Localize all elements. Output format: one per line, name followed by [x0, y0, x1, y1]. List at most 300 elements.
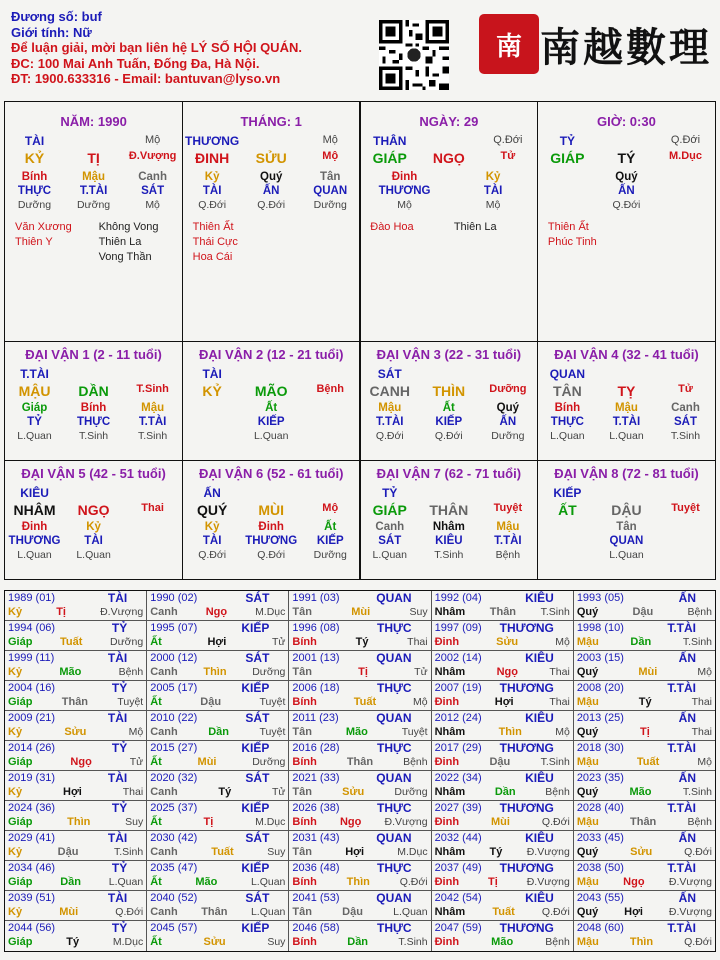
year-phase: L.Quan — [250, 906, 286, 918]
pillar-phase-top: Q.Đới — [670, 133, 701, 146]
year-god: KIẾP — [241, 801, 270, 815]
year-god: KIÊU — [525, 591, 554, 605]
year-cell[interactable] — [147, 891, 289, 921]
hidden-stem-phase: L.Quan — [609, 429, 644, 442]
year-cell[interactable] — [432, 741, 574, 771]
pillar-title: NĂM: 1990 — [60, 113, 127, 129]
spacer — [123, 520, 182, 562]
year-god: TỶ — [111, 681, 128, 695]
year-bottom — [150, 905, 285, 919]
year-stem: Tân — [292, 846, 312, 858]
year-cell[interactable] — [574, 891, 715, 921]
star-column — [454, 220, 538, 235]
year-cell[interactable] — [147, 651, 289, 681]
year-cell[interactable] — [147, 681, 289, 711]
year-cell[interactable] — [5, 771, 147, 801]
hidden-stem-phase: L.Quan — [17, 429, 52, 442]
year-stem: Giáp — [8, 876, 33, 888]
year-stem: Giáp — [8, 636, 33, 648]
hidden-stem-name: Kỷ — [204, 520, 220, 533]
year-branch: Mão — [345, 726, 368, 738]
hidden-stem-phase: L.Quan — [76, 548, 111, 561]
year-label: 2001 (13) — [292, 652, 340, 664]
year-branch: Dần — [347, 936, 369, 948]
year-phase: Tuyệt — [259, 726, 286, 738]
year-top — [577, 802, 712, 815]
year-top — [435, 652, 570, 665]
year-phase: Tử — [271, 786, 286, 798]
year-bottom — [435, 635, 570, 649]
dai-van-branch: TỴ — [617, 382, 636, 399]
year-cell[interactable] — [574, 651, 715, 681]
year-cell[interactable] — [5, 891, 147, 921]
year-branch: Mão — [59, 666, 82, 678]
dai-van-god-row — [183, 367, 360, 381]
year-bottom — [577, 755, 712, 769]
year-phase: Dưỡng — [252, 756, 286, 768]
year-god: T.TÀI — [667, 741, 697, 755]
year-branch: Mão — [491, 936, 514, 948]
year-row — [5, 771, 715, 801]
year-god: TÀI — [107, 771, 128, 785]
year-cell[interactable] — [147, 621, 289, 651]
hidden-stem-god: T.TÀI — [612, 415, 641, 428]
year-stem: Ất — [150, 756, 162, 768]
year-god: TÀI — [107, 591, 128, 605]
hidden-stem-name: Kỷ — [86, 520, 101, 533]
year-cell[interactable] — [5, 861, 147, 891]
year-phase: Suy — [409, 606, 428, 618]
year-top — [292, 832, 427, 845]
year-cell[interactable] — [147, 861, 289, 891]
year-cell[interactable] — [289, 861, 431, 891]
year-cell[interactable] — [574, 711, 715, 741]
year-cell[interactable] — [432, 831, 574, 861]
year-cell[interactable] — [432, 891, 574, 921]
year-branch: Ngọ — [70, 756, 92, 768]
star-name: Thiên Y — [15, 235, 53, 248]
year-label: 2026 (38) — [292, 802, 340, 814]
dai-van-hidden-stems — [538, 520, 715, 562]
year-label: 2020 (32) — [150, 772, 198, 784]
year-phase: M.Dục — [112, 936, 144, 948]
year-cell[interactable] — [147, 771, 289, 801]
spacer — [123, 486, 182, 500]
year-bottom — [577, 815, 712, 829]
year-cell[interactable] — [147, 741, 289, 771]
year-cell[interactable] — [5, 591, 147, 621]
year-cell[interactable] — [147, 801, 289, 831]
year-god: THƯƠNG — [499, 921, 554, 935]
year-phase: T.Sinh — [682, 786, 712, 798]
year-bottom — [150, 845, 285, 859]
hidden-stem-0 — [597, 170, 656, 212]
year-stem: Canh — [150, 606, 178, 618]
year-god: KIÊU — [525, 771, 554, 785]
year-cell[interactable] — [574, 681, 715, 711]
year-branch: Tị — [640, 726, 650, 738]
dai-van-2[interactable] — [182, 341, 361, 462]
year-bottom — [292, 725, 427, 739]
year-bottom — [435, 605, 570, 619]
year-cell[interactable] — [574, 771, 715, 801]
year-cell[interactable] — [432, 591, 574, 621]
year-stem: Kỷ — [8, 666, 23, 678]
year-god: ẤN — [678, 891, 697, 905]
pillar-1[interactable] — [182, 101, 361, 343]
dai-van-1[interactable] — [4, 341, 183, 462]
year-label: 1995 (07) — [150, 622, 198, 634]
year-label: 2008 (20) — [576, 682, 624, 694]
year-phase: Q.Đới — [684, 936, 713, 948]
year-cell[interactable] — [5, 621, 147, 651]
dai-van-god: TỶ — [382, 485, 398, 500]
year-phase: Q.Đới — [684, 846, 713, 858]
year-cell[interactable] — [289, 711, 431, 741]
year-branch: Tý — [489, 846, 503, 858]
year-branch: Hợi — [63, 786, 82, 798]
year-god: ẤN — [678, 771, 697, 785]
year-label: 2018 (30) — [576, 742, 624, 754]
year-cell[interactable] — [289, 831, 431, 861]
year-stem: Nhâm — [434, 606, 466, 618]
year-god: THƯƠNG — [499, 741, 554, 755]
hidden-stem-name: Tân — [320, 170, 341, 183]
year-cell[interactable] — [5, 681, 147, 711]
year-phase: Suy — [125, 816, 144, 828]
pillar-phase: Tử — [500, 149, 516, 162]
year-god: T.TÀI — [667, 621, 697, 635]
year-bottom — [292, 695, 427, 709]
year-bottom — [435, 875, 570, 889]
year-branch: Tị — [487, 876, 498, 888]
year-cell[interactable] — [5, 831, 147, 861]
pillar-3[interactable] — [537, 101, 716, 343]
year-cell[interactable] — [147, 831, 289, 861]
dai-van-phase: T.Sinh — [136, 382, 169, 395]
year-god: TỶ — [111, 801, 128, 815]
year-cell[interactable] — [432, 681, 574, 711]
year-top — [435, 622, 570, 635]
spacer — [64, 134, 123, 148]
year-god: ẤN — [678, 591, 697, 605]
year-branch: Mùi — [351, 606, 371, 618]
year-cell[interactable] — [574, 831, 715, 861]
dai-van-kc-row — [183, 383, 360, 399]
year-label: 2000 (12) — [150, 652, 198, 664]
year-stem: Quý — [576, 666, 599, 678]
year-label: 2019 (31) — [8, 772, 56, 784]
year-bottom — [292, 785, 427, 799]
year-cell[interactable] — [5, 921, 147, 951]
year-phase: Thai — [122, 786, 144, 798]
year-phase: Mộ — [697, 756, 712, 768]
year-stem: Mậu — [576, 696, 599, 708]
year-cell[interactable] — [432, 711, 574, 741]
year-cell[interactable] — [289, 921, 431, 951]
year-phase: Tuyệt — [117, 696, 144, 708]
year-top — [8, 592, 143, 605]
hidden-stem-name: Bính — [80, 401, 107, 414]
year-cell[interactable] — [289, 891, 431, 921]
year-god: THƯƠNG — [499, 621, 554, 635]
year-cell[interactable] — [574, 861, 715, 891]
hidden-stem-phase: L.Quan — [372, 548, 407, 561]
hidden-stem-phase: Mộ — [145, 198, 160, 211]
dai-van-title: ĐẠI VẬN 7 (62 - 71 tuổi) — [376, 465, 522, 481]
year-top — [8, 712, 143, 725]
year-cell[interactable] — [147, 591, 289, 621]
hidden-stem-0 — [5, 170, 64, 212]
year-god: TỶ — [111, 861, 128, 875]
pillar-stars — [183, 220, 360, 265]
year-phase: Bệnh — [687, 606, 712, 618]
year-phase: Mộ — [555, 636, 570, 648]
owner-gender: Giới tính: Nữ — [11, 24, 92, 40]
year-top — [150, 712, 285, 725]
dai-van-hidden-stems — [360, 401, 537, 443]
seal-logo — [479, 14, 539, 74]
year-cell[interactable] — [574, 741, 715, 771]
year-label: 2045 (57) — [150, 922, 198, 934]
pillar-0[interactable] — [4, 101, 183, 343]
year-stem: Tân — [292, 666, 312, 678]
dai-van-8[interactable] — [537, 460, 716, 581]
dai-van-4[interactable] — [537, 341, 716, 462]
year-branch: Tị — [358, 666, 368, 678]
year-stem: Kỷ — [8, 906, 23, 918]
year-stem: Quý — [576, 606, 599, 618]
year-stem: Canh — [150, 906, 178, 918]
year-phase: Tuyệt — [401, 726, 428, 738]
year-label: 2023 (35) — [576, 772, 624, 784]
brand-logo: 南越數理 — [540, 24, 712, 71]
year-stem: Ất — [150, 936, 162, 948]
dai-van-7[interactable] — [359, 460, 538, 581]
dai-van-kc-row — [183, 502, 360, 518]
hidden-stem-god: SÁT — [378, 534, 402, 547]
year-label: 2040 (52) — [150, 892, 198, 904]
year-bottom — [150, 665, 285, 679]
hidden-stem-0 — [5, 401, 64, 443]
year-god: KIẾP — [241, 741, 270, 755]
year-god: TỶ — [111, 621, 128, 635]
hidden-stem-phase: Q.Đới — [375, 429, 404, 442]
dai-van-kc-row — [360, 502, 537, 518]
dai-van-title: ĐẠI VẬN 6 (52 - 61 tuổi) — [198, 465, 344, 481]
dai-van-6[interactable] — [182, 460, 361, 581]
year-label: 2003 (15) — [576, 652, 624, 664]
hidden-stem-god: T.TÀI — [376, 415, 404, 428]
year-bottom — [435, 815, 570, 829]
year-god: KIẾP — [241, 681, 270, 695]
year-cell[interactable] — [5, 801, 147, 831]
year-label: 2043 (55) — [576, 892, 624, 904]
hidden-stem-name: Đinh — [21, 520, 48, 533]
year-top — [435, 892, 570, 905]
year-branch: Thân — [630, 816, 657, 828]
year-god: TÀI — [107, 651, 128, 665]
year-row — [5, 651, 715, 681]
year-branch: Dậu — [342, 906, 363, 918]
year-stem: Kỷ — [8, 606, 23, 618]
pillar-2[interactable] — [359, 101, 538, 343]
year-phase: Bệnh — [545, 786, 570, 798]
dai-van-phase: Tuyệt — [493, 501, 523, 514]
year-cell[interactable] — [574, 591, 715, 621]
year-stem: Nhâm — [434, 786, 466, 798]
year-cell[interactable] — [147, 711, 289, 741]
year-top — [577, 622, 712, 635]
dai-van-hidden-stems — [5, 401, 182, 443]
spacer — [183, 401, 242, 443]
year-cell[interactable] — [289, 651, 431, 681]
address-line: ĐC: 100 Mai Anh Tuấn, Đống Đa, Hà Nội. — [11, 55, 260, 71]
star-name: Đào Hoa — [370, 220, 414, 233]
year-cell[interactable] — [574, 621, 715, 651]
year-cell[interactable] — [289, 621, 431, 651]
year-cell[interactable] — [574, 801, 715, 831]
year-cell[interactable] — [432, 801, 574, 831]
year-cell[interactable] — [289, 741, 431, 771]
year-label: 2022 (34) — [434, 772, 482, 784]
year-god: THƯƠNG — [499, 681, 554, 695]
year-cell[interactable] — [432, 921, 574, 951]
dai-van-god: TÀI — [202, 366, 222, 381]
year-cell[interactable] — [289, 591, 431, 621]
year-god: KIÊU — [525, 891, 554, 905]
hidden-stem-1 — [64, 401, 123, 443]
hidden-stem-god: QUAN — [313, 184, 348, 197]
year-cell[interactable] — [432, 861, 574, 891]
spacer — [597, 134, 656, 148]
year-row — [5, 621, 715, 651]
year-stem: Quý — [576, 786, 599, 798]
hidden-stem-2 — [123, 401, 182, 443]
hidden-stem-name: Kỷ — [204, 170, 220, 183]
year-phase: Đ.Vượng — [668, 876, 712, 888]
year-stem: Kỷ — [8, 786, 23, 798]
year-cell[interactable] — [147, 921, 289, 951]
year-label: 2012 (24) — [434, 712, 482, 724]
year-phase: Bệnh — [118, 666, 144, 678]
hidden-stem-name: Mậu — [141, 401, 165, 414]
year-phase: L.Quan — [393, 906, 428, 918]
year-top — [292, 712, 427, 725]
year-phase: Thai — [691, 726, 712, 738]
hidden-stem-phase: T.Sinh — [78, 429, 109, 442]
year-bottom — [435, 695, 570, 709]
dai-van-phase: Mộ — [322, 501, 339, 514]
year-row — [5, 831, 715, 861]
hidden-stem-0 — [360, 401, 419, 443]
year-top — [150, 922, 285, 935]
year-phase: Bệnh — [545, 936, 570, 948]
year-phase: L.Quan — [250, 876, 286, 888]
pillar-phase-top: Mộ — [322, 133, 338, 146]
pillar-title: THÁNG: 1 — [240, 113, 302, 129]
pillar-phase: M.Dục — [668, 149, 702, 162]
pillar-stars — [538, 220, 715, 250]
dai-van-stem: TÂN — [553, 382, 582, 399]
year-cell[interactable] — [289, 681, 431, 711]
pillar-kc-row — [360, 150, 537, 166]
pillar-hidden-stems — [183, 170, 360, 212]
pillar-stem-god: TÀI — [24, 133, 45, 148]
year-stem: Nhâm — [434, 906, 466, 918]
hidden-stem-0 — [360, 520, 419, 562]
pillar-stem: GIÁP — [550, 149, 585, 166]
year-bottom — [577, 635, 712, 649]
year-row — [5, 891, 715, 921]
hidden-stem-2 — [301, 520, 360, 562]
dai-van-god: KIÊU — [20, 485, 49, 500]
dai-van-3[interactable] — [359, 341, 538, 462]
year-god: SÁT — [245, 651, 270, 665]
qr-code-icon[interactable] — [379, 20, 449, 90]
hidden-stem-name: Ất — [442, 401, 455, 414]
year-label: 2037 (49) — [434, 862, 482, 874]
year-cell[interactable] — [432, 621, 574, 651]
hidden-stem-0 — [360, 170, 449, 212]
year-stem: Tân — [292, 726, 312, 738]
year-branch: Tị — [56, 606, 66, 618]
hidden-stem-phase: Q.Đới — [198, 198, 227, 211]
dai-van-5[interactable] — [4, 460, 183, 581]
year-god: KIÊU — [525, 651, 554, 665]
year-bottom — [292, 605, 427, 619]
year-stem: Ất — [150, 816, 162, 828]
year-phase: Dưỡng — [252, 666, 286, 678]
hidden-stem-phase: L.Quan — [17, 548, 52, 561]
year-cell[interactable] — [574, 921, 715, 951]
year-stem: Canh — [150, 786, 178, 798]
year-top — [435, 592, 570, 605]
year-cell[interactable] — [5, 741, 147, 771]
year-cell[interactable] — [432, 651, 574, 681]
year-cell[interactable] — [5, 711, 147, 741]
year-phase: Mộ — [697, 666, 713, 678]
year-cell[interactable] — [289, 771, 431, 801]
pillar-god-row — [538, 134, 715, 148]
year-phase: Mộ — [555, 726, 570, 738]
year-cell[interactable] — [5, 651, 147, 681]
star-name: Phúc Tinh — [547, 235, 597, 248]
year-bottom — [8, 905, 143, 919]
pillar-stem-god: THƯƠNG — [185, 133, 240, 148]
year-label: 2042 (54) — [434, 892, 482, 904]
year-stem: Bính — [292, 636, 317, 648]
year-bottom — [292, 875, 427, 889]
year-god: SÁT — [245, 831, 270, 845]
year-branch: Dậu — [632, 606, 654, 618]
year-stem: Mậu — [576, 636, 599, 648]
year-stem: Quý — [576, 846, 599, 858]
pillar-stars — [360, 220, 537, 235]
year-cell[interactable] — [289, 801, 431, 831]
year-god: KIÊU — [525, 711, 554, 725]
owner-name: Đương số: buf — [11, 9, 102, 24]
year-bottom — [577, 605, 712, 619]
year-top — [577, 862, 712, 875]
pillar-kc-row — [5, 150, 182, 166]
hidden-stem-god: TÀI — [202, 534, 222, 547]
hidden-stem-god: SÁT — [673, 415, 697, 428]
hidden-stem-name: Canh — [375, 520, 405, 533]
year-cell[interactable] — [432, 771, 574, 801]
hidden-stem-name: Mậu — [378, 401, 402, 414]
year-phase: Thai — [549, 696, 570, 708]
